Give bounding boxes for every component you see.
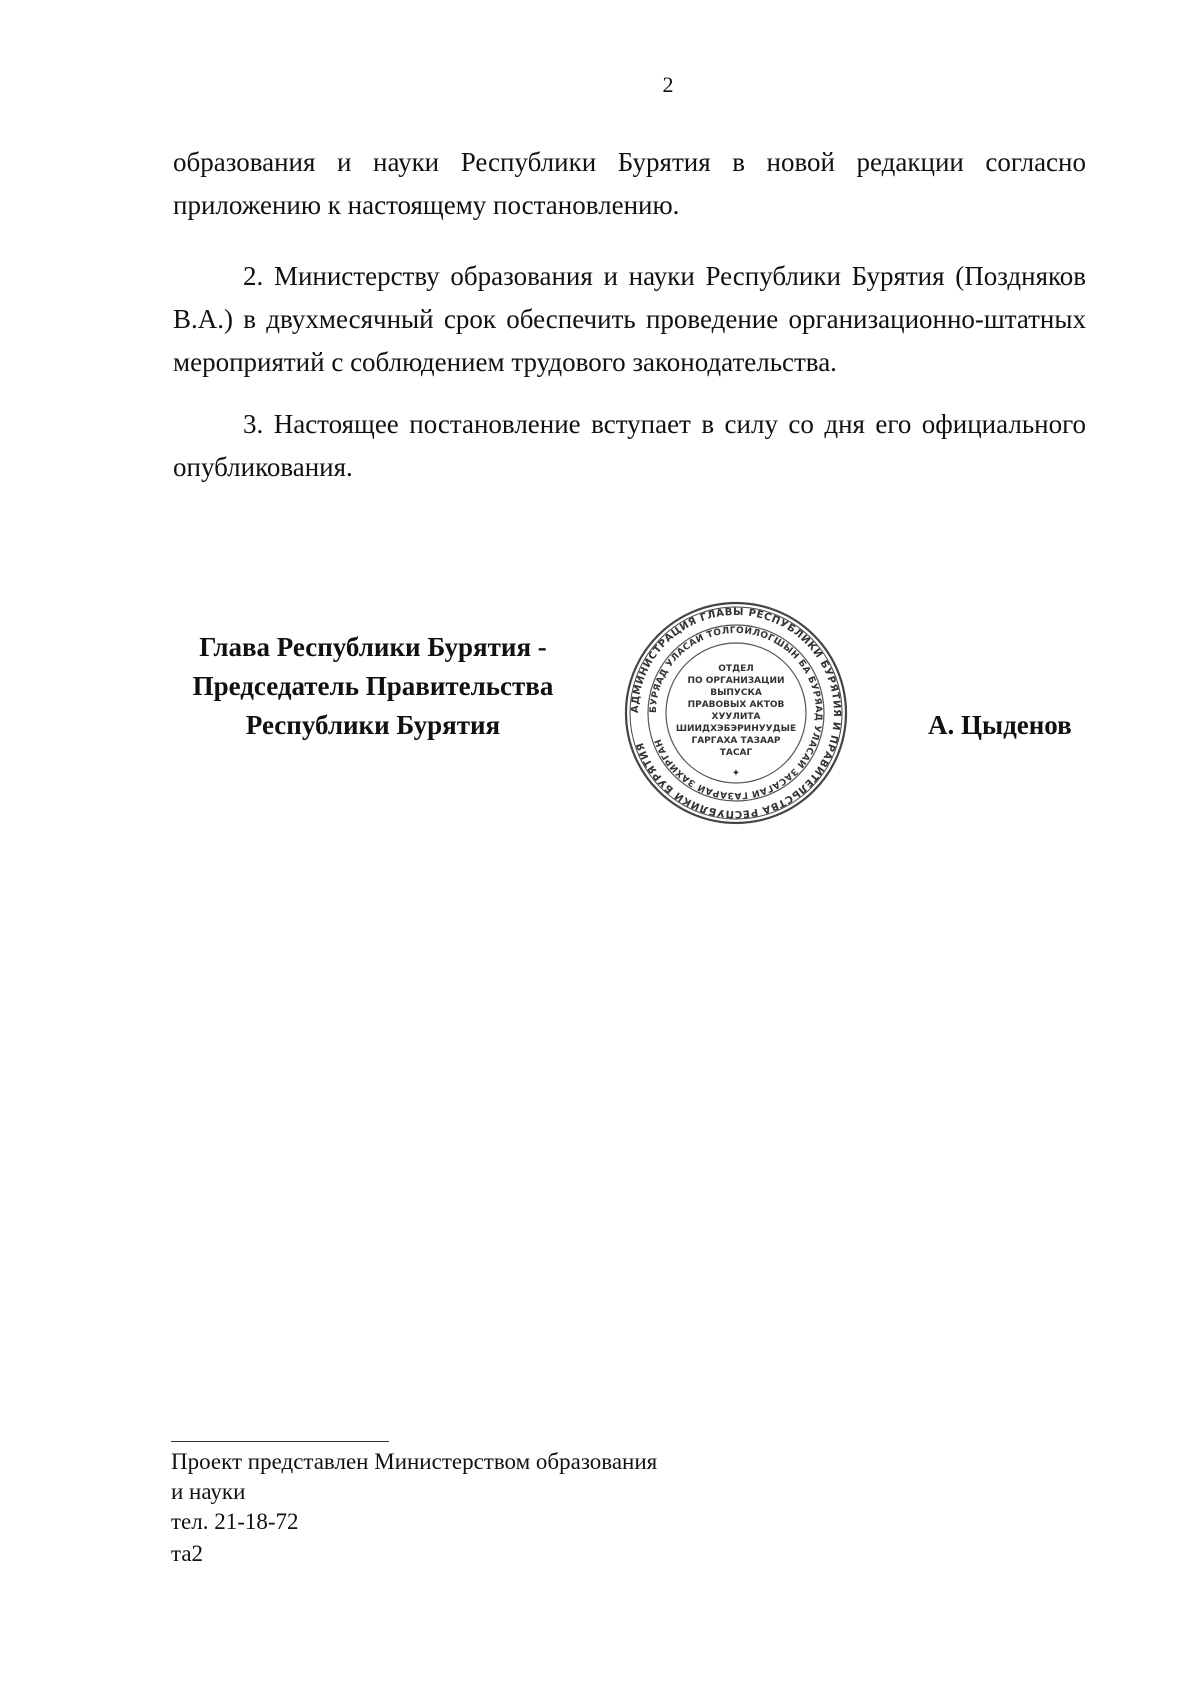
seal-center-line-1: ОТДЕЛ xyxy=(718,664,754,674)
signatory-title-line-2: Председатель Правительства xyxy=(192,671,554,701)
footnote-line-1: Проект представлен Министерством образования xyxy=(171,1449,658,1474)
seal-center-line-4: ПРАВОВЫХ АКТОВ xyxy=(687,700,785,710)
seal-center-line-7: ГАРГАХА ТАЗААР xyxy=(691,736,781,746)
paragraph-continued: образования и науки Республики Бурятия в новой редакции согласно приложению к настоящему постановлению. xyxy=(173,147,1086,220)
seal-center-line-8: ТАСАГ xyxy=(719,748,753,758)
signatory-name: А. Цыденов xyxy=(928,710,1072,740)
seal-inner-ring-text: БУРЯАД УЛАСАЙ ТОЛГОЙЛОГШЫН БА БУРЯАД УЛАСАЙ ЗАСАГАЙ ГАЗАРАЙ ЗАХИРГАН xyxy=(648,625,824,801)
official-seal xyxy=(621,598,851,828)
seal-center-line-5: ХУУЛИТА xyxy=(711,712,761,722)
signatory-title-line-3: Республики Бурятия xyxy=(245,710,501,740)
footnote xyxy=(171,1447,657,1537)
paragraph-item-3: 3. Настоящее постановление вступает в силу со дня его официального опубликования. xyxy=(173,409,1086,482)
footnote-divider xyxy=(171,1441,389,1442)
paragraph-item-2: 2. Министерству образования и науки Республики Бурятия (Поздняков В.А.) в двухмесячный срок обеспечить проведение организационно-штатных мероприятий с соблюдением трудового законодательства. xyxy=(173,261,1086,377)
seal-center-line-6: ШИИДХЭБЭРИНУУДЫЕ xyxy=(675,724,797,734)
document-code: та2 xyxy=(171,1541,204,1566)
signatory-title xyxy=(173,628,573,745)
footnote-line-3: тел. 21-18-72 xyxy=(171,1509,299,1534)
footnote-line-2: и науки xyxy=(171,1479,246,1504)
seal-star-icon: ✦ xyxy=(731,768,741,779)
seal-center-line-2: ПО ОРГАНИЗАЦИИ xyxy=(687,676,785,686)
page-number: 2 xyxy=(662,72,674,97)
seal-outer-ring-text: АДМИНИСТРАЦИЯ ГЛАВЫ РЕСПУБЛИКИ БУРЯТИЯ И ПРАВИТЕЛЬСТВА РЕСПУБЛИКИ БУРЯТИЯ xyxy=(629,606,843,820)
seal-center-line-3: ВЫПУСКА xyxy=(710,688,762,698)
signatory-title-line-1: Глава Республики Бурятия - xyxy=(199,632,547,662)
